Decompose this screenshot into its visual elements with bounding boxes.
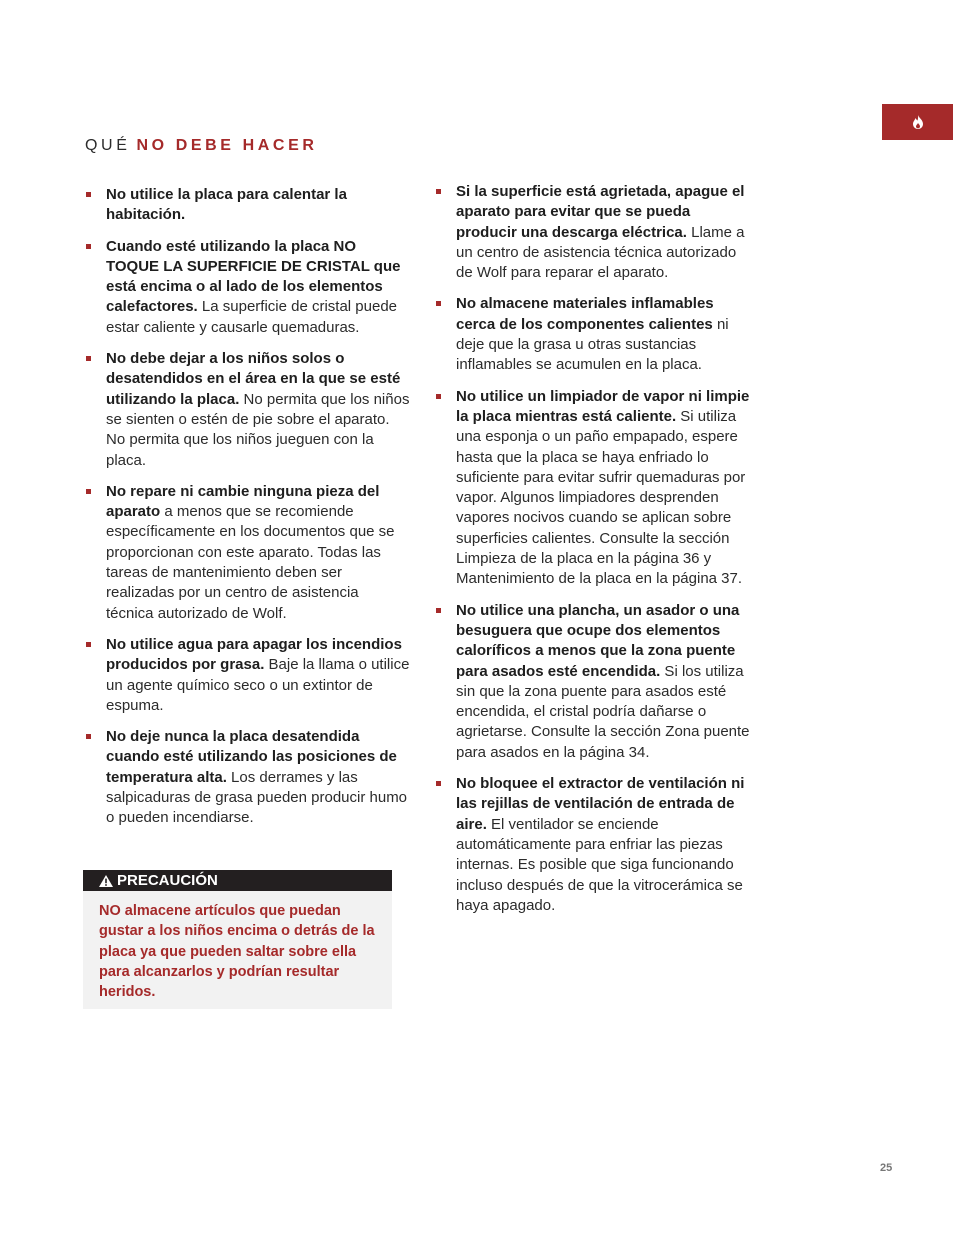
- bullet-marker: [436, 394, 441, 399]
- list-item: Cuando esté utilizando la placa NO TOQUE LA SUPERFICIE DE CRISTAL que está encima o al lado de los elementos calefactores. La superficie de cristal puede estar caliente y causarle quemaduras.: [85, 237, 410, 338]
- list-item: No debe dejar a los niños solos o desatendidos en el área en la que se esté utilizando la placa. No permita que los niños se sienten o estén de pie sobre el aparato. No permita que los niños jueguen con la placa.: [85, 349, 410, 471]
- bullet-marker: [436, 781, 441, 786]
- bullet-marker: [436, 608, 441, 613]
- bullet-marker: [86, 642, 91, 647]
- list-item: No utilice la placa para calentar la habitación.: [85, 185, 410, 226]
- list-item: No utilice agua para apagar los incendios producidos por grasa. Baje la llama o utilice un agente químico seco o un extintor de espuma.: [85, 635, 410, 716]
- warning-triangle-icon: [99, 875, 113, 887]
- bullet-marker: [86, 192, 91, 197]
- flame-icon: [912, 115, 924, 129]
- list-item: Si la superficie está agrietada, apague el aparato para evitar que se pueda producir una descarga eléctrica. Llame a un centro de asistencia técnica autorizado de Wolf para reparar el aparato.: [435, 182, 755, 283]
- bullet-marker: [436, 301, 441, 306]
- section-tab: [882, 104, 953, 140]
- bullet-marker: [86, 356, 91, 361]
- page-heading: [85, 137, 318, 155]
- left-column: [85, 185, 410, 840]
- list-item: No utilice un limpiador de vapor ni limpie la placa mientras está caliente. Si utiliza una esponja o un paño empapado, espere hasta que la placa se haya enfriado lo suficiente para evitar sufrir quemaduras por vapor. Algunos limpiadores desprenden vapores nocivos cuando se aplican sobre superficies calientes. Consulte la sección Limpieza de la placa en la página 36 y Mantenimiento de la placa en la página 37.: [435, 387, 755, 590]
- list-item: No repare ni cambie ninguna pieza del aparato a menos que se recomiende específicamente en los documentos que se proporcionan con este aparato. Todas las tareas de mantenimiento deben ser realizadas por un centro de asistencia técnica autorizado de Wolf.: [85, 482, 410, 624]
- bullet-marker: [86, 244, 91, 249]
- caution-box: [83, 870, 392, 1009]
- left-list: [85, 185, 410, 829]
- page-number: 25: [880, 1162, 893, 1174]
- bullet-marker: [86, 734, 91, 739]
- caution-label: PRECAUCIÓN: [117, 872, 218, 889]
- right-column: [435, 182, 755, 927]
- right-list: [435, 182, 755, 916]
- list-item: No bloquee el extractor de ventilación ni las rejillas de ventilación de entrada de aire. El ventilador se enciende automáticamente para enfriar las piezas internas. Es posible que siga funcionando incluso después de que la vitrocerámica se haya apagado.: [435, 774, 755, 916]
- list-item: No utilice una plancha, un asador o una besuguera que ocupe dos elementos caloríficos a menos que la zona puente para asados esté encendida. Si los utiliza sin que la zona puente para asados esté encendida, el cristal podría dañarse o agrietarse. Consulte la sección Zona puente para asados en la página 34.: [435, 601, 755, 763]
- bullet-marker: [436, 189, 441, 194]
- list-item: No almacene materiales inflamables cerca de los componentes calientes ni deje que la grasa u otras sustancias inflamables se acumulen en la placa.: [435, 294, 755, 375]
- list-item: No deje nunca la placa desatendida cuando esté utilizando las posiciones de temperatura alta. Los derrames y las salpicaduras de grasa pueden producir humo o pueden incendiarse.: [85, 727, 410, 828]
- heading-prefix: QUÉ: [85, 137, 131, 154]
- caution-text: NO almacene artículos que puedan gustar a los niños encima o detrás de la placa ya que pueden saltar sobre ella para alcanzarlos y podrían resultar heridos.: [99, 903, 375, 1001]
- caution-header: [83, 870, 392, 891]
- heading-emphasis: NO DEBE HACER: [136, 137, 318, 154]
- bullet-marker: [86, 489, 91, 494]
